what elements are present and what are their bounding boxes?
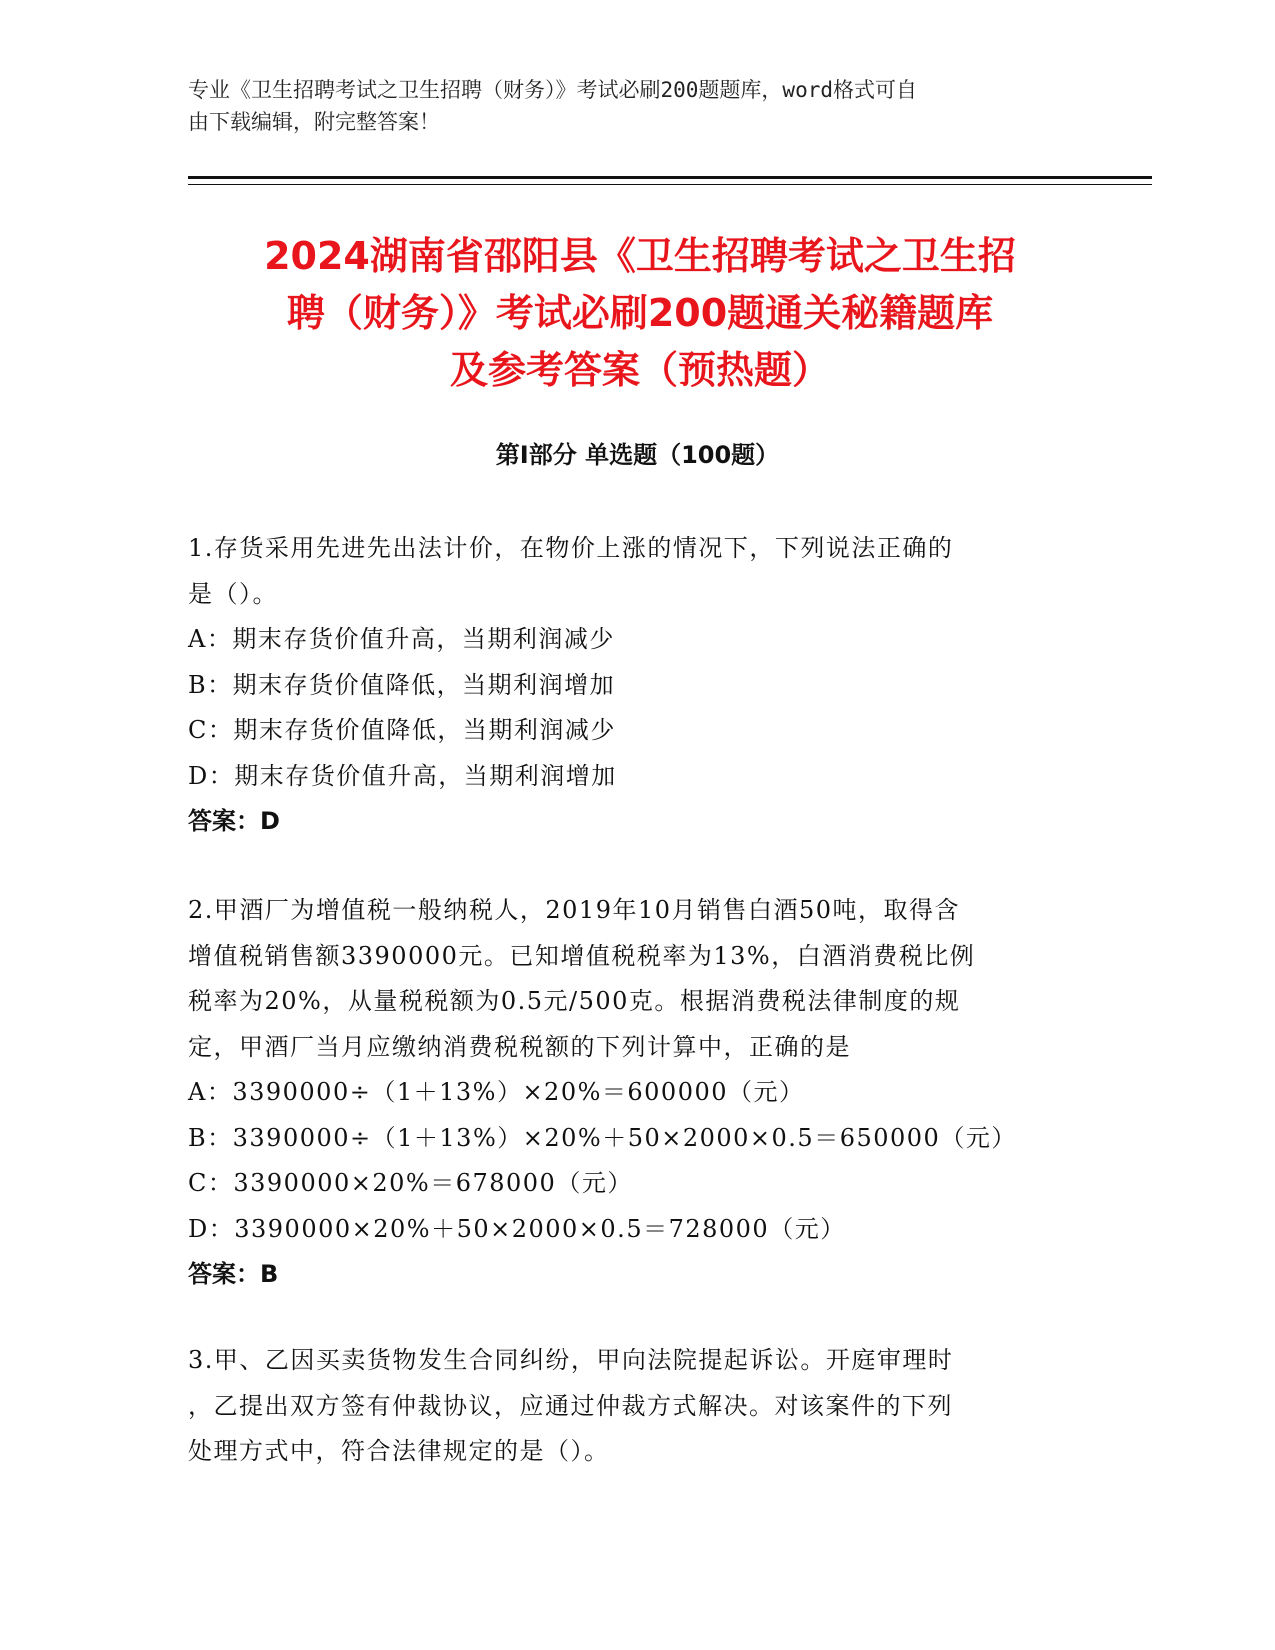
option-a: A：期末存货价值升高，当期利润减少 (188, 625, 615, 653)
option-b: B：期末存货价值降低，当期利润增加 (188, 670, 616, 699)
question-stem-line: 1.存货采用先进先出法计价，在物价上涨的情况下，下列说法正确的 (188, 534, 954, 562)
question-1 (188, 526, 1068, 845)
question-3 (188, 1338, 1068, 1475)
question-stem-line: 处理方式中，符合法律规定的是（）。 (188, 1437, 610, 1465)
header-rule-thick (188, 176, 1152, 179)
answer: 答案：B (188, 1260, 279, 1288)
header-note (188, 74, 1088, 138)
header-note-line: 专业《卫生招聘考试之卫生招聘（财务）》考试必刷200题题库，word格式可自 (188, 78, 917, 102)
question-2 (188, 888, 1068, 1298)
question-stem-line: ，乙提出双方签有仲裁协议，应通过仲裁方式解决。对该案件的下列 (188, 1391, 953, 1420)
option-c: C：3390000×20%＝678000（元） (188, 1169, 633, 1197)
question-stem-line: 定，甲酒厂当月应缴纳消费税税额的下列计算中，正确的是 (188, 1032, 851, 1061)
option-a: A：3390000÷（1＋13%）×20%＝600000（元） (188, 1078, 805, 1106)
title-line: 2024湖南省邵阳县《卫生招聘考试之卫生招 (264, 234, 1016, 278)
title-line: 聘（财务）》考试必刷200题通关秘籍题库 (286, 291, 994, 335)
section-title: 第I部分 单选题（100题） (495, 441, 780, 469)
question-stem-line: 是（）。 (188, 579, 278, 608)
option-c: C：期末存货价值降低，当期利润减少 (188, 716, 616, 744)
question-stem-line: 3.甲、乙因买卖货物发生合同纠纷，甲向法院提起诉讼。开庭审理时 (188, 1346, 954, 1374)
option-d: D：3390000×20%＋50×2000×0.5＝728000（元） (188, 1214, 846, 1243)
question-stem-line: 税率为20%，从量税税额为0.5元/500克。根据消费税法律制度的规 (188, 987, 961, 1015)
question-stem-line: 2.甲酒厂为增值税一般纳税人，2019年10月销售白酒50吨，取得含 (188, 896, 961, 924)
option-b: B：3390000÷（1＋13%）×20%＋50×2000×0.5＝650000（元） (188, 1123, 1017, 1152)
document-title (180, 228, 1100, 399)
title-line: 及参考答案（预热题） (449, 348, 830, 392)
option-d: D：期末存货价值升高，当期利润增加 (188, 761, 617, 790)
question-stem-line: 增值税销售额3390000元。已知增值税税率为13%，白酒消费税比例 (188, 941, 976, 970)
answer: 答案：D (188, 807, 280, 835)
header-note-line: 由下载编辑，附完整答案！ (188, 110, 440, 134)
header-rule-thin (188, 184, 1152, 185)
